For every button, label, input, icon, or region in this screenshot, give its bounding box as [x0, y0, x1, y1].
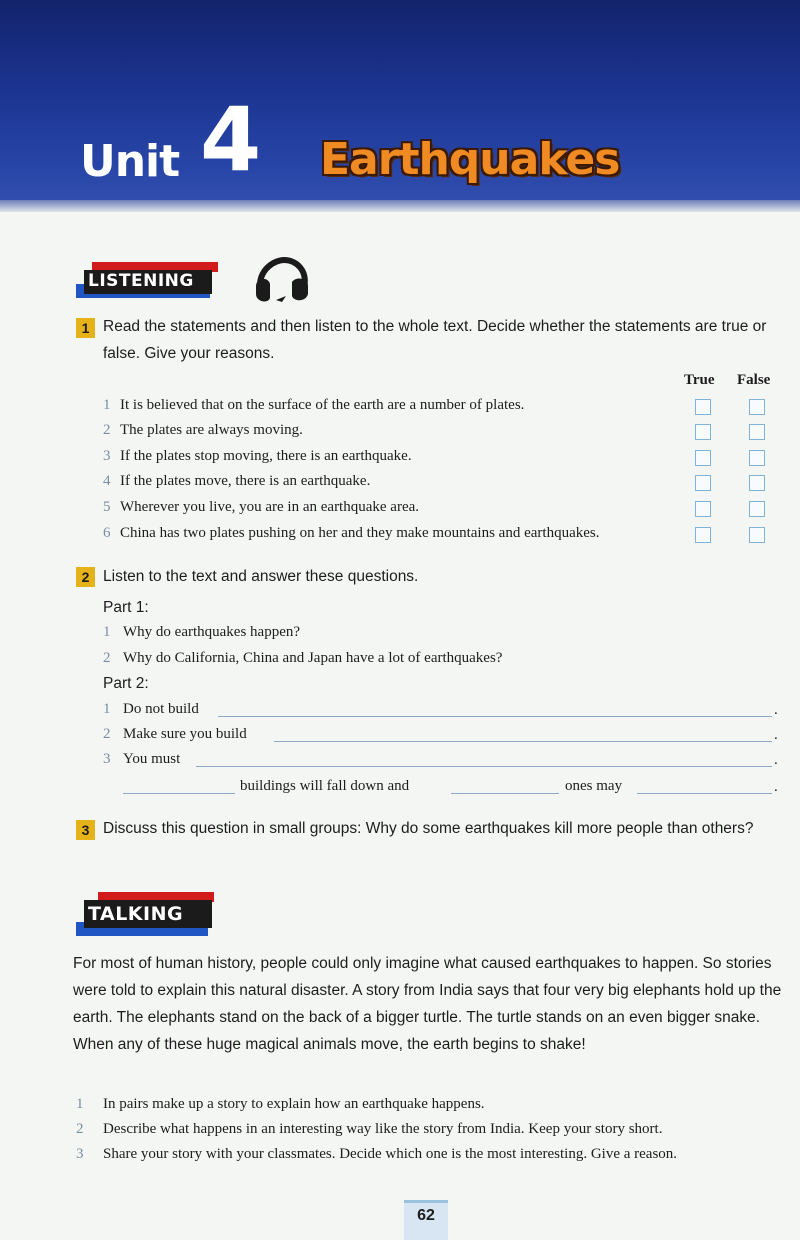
task-2-instructions: Listen to the text and answer these questions.	[103, 568, 419, 585]
part-2-label: Part 2:	[103, 675, 149, 692]
question-number: 2	[103, 650, 111, 666]
header-shadow	[0, 200, 800, 212]
talking-item-number: 2	[76, 1121, 84, 1137]
fill-item-number: 2	[103, 726, 111, 742]
answer-blank[interactable]	[123, 793, 235, 794]
fill-text-b: ones may	[565, 778, 623, 794]
false-column-header: False	[737, 372, 771, 388]
true-checkbox[interactable]	[695, 475, 711, 491]
task-1-instructions: Read the statements and then listen to the whole text. Decide whether the statements are true or false. Give your reasons.	[103, 318, 767, 362]
fill-item-text: Do not build	[123, 701, 199, 717]
fill-item-number: 1	[103, 701, 111, 717]
unit-word: Unit	[80, 136, 180, 187]
statement-text: It is believed that on the surface of the earth are a number of plates.	[120, 397, 525, 413]
statement-number: 2	[103, 422, 111, 438]
fill-item-number: 3	[103, 751, 111, 767]
true-checkbox[interactable]	[695, 399, 711, 415]
talking-paragraph: For most of human history, people could only imagine what caused earthquakes to happen. So stories were told to explain this natural disaster. A story from India says that four very big elephants hold up the earth. The elephants stand on the back of a bigger turtle. The turtle stands on an even bigger snake. When any of these huge magical animals move, the earth begins to shake!	[73, 955, 782, 1053]
talking-item-text: In pairs make up a story to explain how an earthquake happens.	[103, 1096, 485, 1112]
statement-number: 6	[103, 525, 111, 541]
answer-blank[interactable]	[196, 766, 772, 767]
unit-header	[0, 0, 800, 208]
false-checkbox[interactable]	[749, 450, 765, 466]
true-checkbox[interactable]	[695, 450, 711, 466]
false-checkbox[interactable]	[749, 501, 765, 517]
period: .	[774, 702, 778, 718]
talking-banner	[76, 892, 214, 936]
fill-text-a: buildings will fall down and	[240, 778, 410, 794]
answer-blank[interactable]	[451, 793, 559, 794]
period: .	[774, 779, 778, 795]
fill-item-text: Make sure you build	[123, 726, 247, 742]
false-checkbox[interactable]	[749, 424, 765, 440]
unit-number: 4	[200, 88, 262, 191]
answer-blank[interactable]	[274, 741, 772, 742]
false-checkbox[interactable]	[749, 399, 765, 415]
task-3-number: 3	[76, 820, 95, 840]
headphones-icon	[252, 256, 312, 304]
period: .	[774, 752, 778, 768]
answer-blank[interactable]	[637, 793, 772, 794]
period: .	[774, 727, 778, 743]
true-column-header: True	[684, 372, 715, 388]
question-text: Why do earthquakes happen?	[123, 624, 301, 640]
talking-item-number: 3	[76, 1146, 84, 1162]
statement-text: If the plates move, there is an earthquake.	[120, 473, 371, 489]
statement-number: 5	[103, 499, 111, 515]
statement-number: 4	[103, 473, 111, 489]
statement-number: 1	[103, 397, 111, 413]
statement-number: 3	[103, 448, 111, 464]
statement-text: If the plates stop moving, there is an earthquake.	[120, 448, 412, 464]
task-3-instructions: Discuss this question in small groups: Why do some earthquakes kill more people than others?	[103, 820, 754, 837]
talking-item-text: Describe what happens in an interesting way like the story from India. Keep your story short.	[103, 1121, 663, 1137]
question-text: Why do California, China and Japan have a lot of earthquakes?	[123, 650, 503, 666]
statement-text: Wherever you live, you are in an earthquake area.	[120, 499, 420, 515]
false-checkbox[interactable]	[749, 475, 765, 491]
part-1-label: Part 1:	[103, 599, 149, 616]
listening-label: LISTENING	[88, 271, 194, 291]
task-2-number: 2	[76, 567, 95, 587]
true-checkbox[interactable]	[695, 501, 711, 517]
answer-blank[interactable]	[218, 716, 772, 717]
fill-item-text: You must	[123, 751, 181, 767]
true-checkbox[interactable]	[695, 424, 711, 440]
talking-item-text: Share your story with your classmates. Decide which one is the most interesting. Give a reason.	[103, 1146, 678, 1162]
question-number: 1	[103, 624, 111, 640]
statement-text: The plates are always moving.	[120, 422, 303, 438]
page-number: 62	[404, 1200, 448, 1240]
true-checkbox[interactable]	[695, 527, 711, 543]
task-1-number: 1	[76, 318, 95, 338]
listening-banner	[76, 262, 218, 298]
statement-text: China has two plates pushing on her and they make mountains and earthquakes.	[120, 525, 600, 541]
talking-item-number: 1	[76, 1096, 84, 1112]
false-checkbox[interactable]	[749, 527, 765, 543]
talking-label: TALKING	[88, 903, 184, 925]
unit-title: Earthquakes	[320, 134, 620, 185]
